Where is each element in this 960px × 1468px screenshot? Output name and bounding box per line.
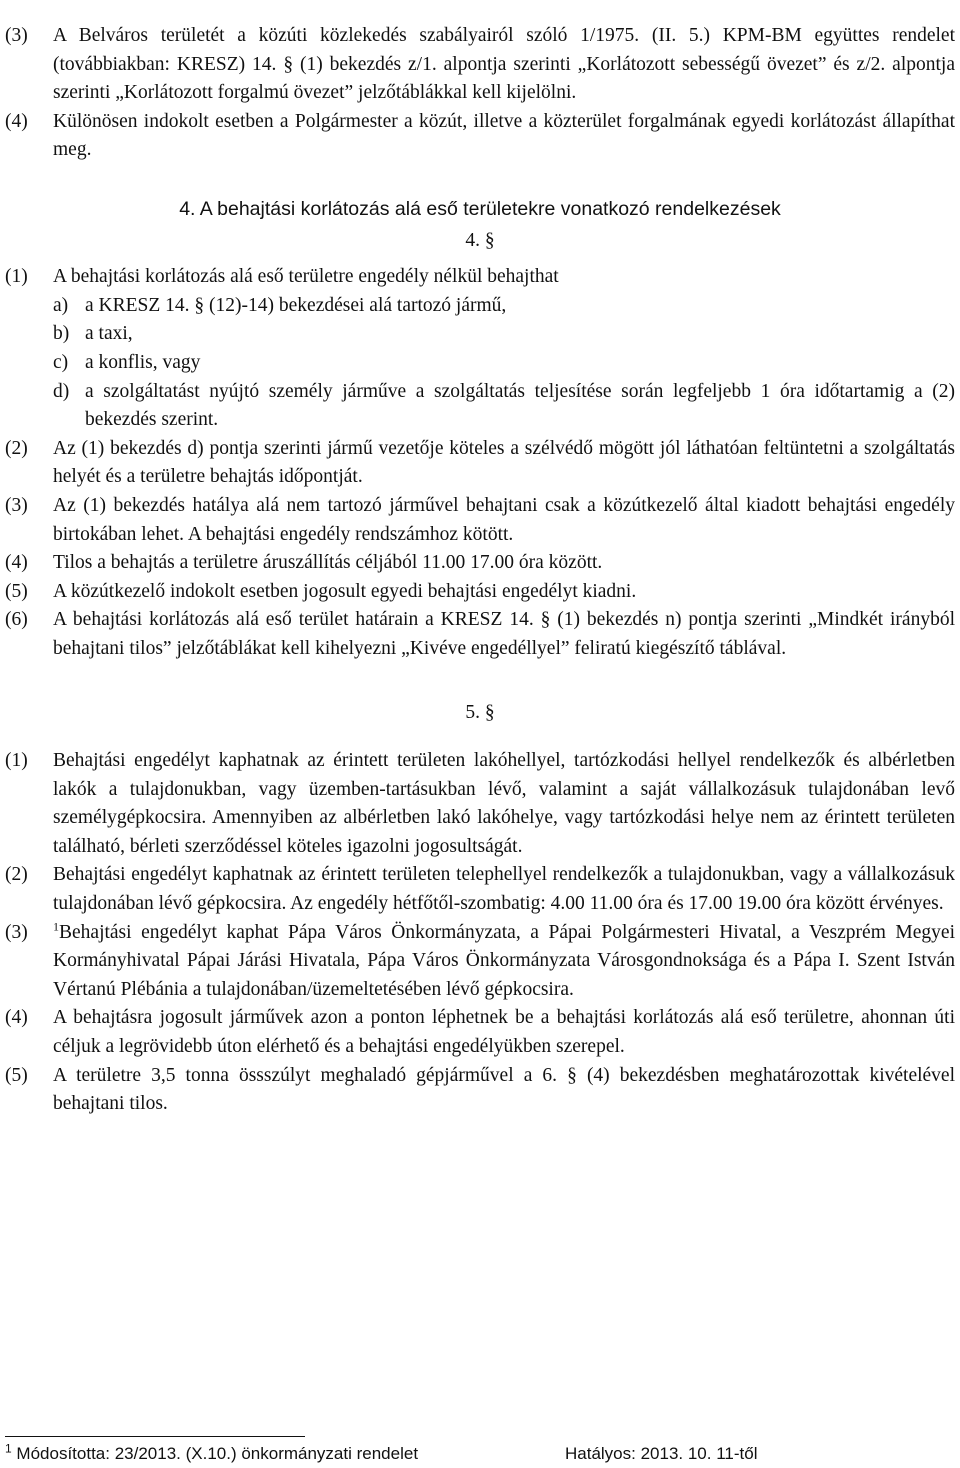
paragraph-text: A behajtási korlátozás alá eső terület határain a KRESZ 14. § (1) bekezdés n) pontja szerinti „Mindkét irányból behajtani tilos” jelzőtáblákat kell kihelyezni „Kivéve engedéllyel” feliratú kiegészítő táblával. xyxy=(53,609,955,659)
paragraph-5 xyxy=(5,578,955,607)
list-letter: c) xyxy=(53,351,69,373)
list-item-d xyxy=(5,378,955,435)
paragraph-1 xyxy=(5,263,955,292)
footnote-divider xyxy=(5,1436,305,1437)
paragraph-text: A területre 3,5 tonna össszúlyt meghaladó gépjárművel a 6. § (4) bekezdésben meghatározottak kivételével behajtani tilos. xyxy=(53,1064,955,1115)
paragraph-text: Behajtási engedélyt kaphatnak az érintett területen lakóhellyel, tartózkodási hellyel rendelkezők és albérletben lakók a tulajdonukban, vagy üzemben-tartásukban lévő, valamint a saját vállalkozásuk tulajdonában levő személygépkocsira. Amennyiben az albérletben lakó lakóhelye, vagy tartózkodási helye nem az érintett területen található, bérleti szerződéssel köteles igazolni jogosultságát. xyxy=(53,750,955,857)
paragraph-4 xyxy=(5,1004,955,1061)
paragraph-number: (3) xyxy=(5,494,28,516)
paragraph-5 xyxy=(5,1062,955,1119)
paragraph-number: (4) xyxy=(5,1007,28,1029)
list-letter: b) xyxy=(53,323,70,345)
chapter-title: 4. A behajtási korlátozás alá eső területekre vonatkozó rendelkezések xyxy=(179,197,781,220)
footnote xyxy=(5,1443,955,1465)
paragraph-text: A behajtási korlátozás alá eső területre engedély nélkül behajthat xyxy=(53,266,559,288)
paragraph-4 xyxy=(5,549,955,578)
list-text: a KRESZ 14. § (12)-14) bekezdései alá tartozó jármű, xyxy=(85,294,507,316)
paragraph-3 xyxy=(5,492,955,549)
paragraph-number: (3) xyxy=(5,25,28,46)
paragraph-text xyxy=(53,919,955,1005)
paragraph-text: Az (1) bekezdés d) pontja szerinti jármű vezetője köteles a szélvédő mögött jól láthatóan feltüntetni a szolgáltatás helyét és a területre behajtás időpontját. xyxy=(53,437,955,488)
paragraph-number: (5) xyxy=(5,580,28,602)
section-label: 4. § xyxy=(465,229,495,251)
list-item-b xyxy=(5,320,955,349)
paragraph-number: (3) xyxy=(5,921,28,943)
paragraph-number: (4) xyxy=(5,110,28,132)
list-letter: a) xyxy=(53,294,69,316)
footnote-marker[interactable]: 1 xyxy=(53,919,59,934)
paragraph-text: Az (1) bekezdés hatálya alá nem tartozó járművel behajtani csak a közútkezelő által kiadott behajtási engedély birtokában lehet. A behajtási engedély rendszámhoz kötött. xyxy=(53,494,955,545)
footnote-source xyxy=(5,1443,565,1465)
paragraph-text: A behajtásra jogosult járművek azon a ponton léphetnek be a behajtási korlátozás alá eső területre, ahonnan úti céljuk a legrövidebb úton elérhető és a behajtási engedélyükben szerepel. xyxy=(53,1007,955,1057)
paragraph-4 xyxy=(5,108,955,165)
section-label: 5. § xyxy=(465,702,495,724)
list-item-a xyxy=(5,292,955,321)
paragraph-number: (5) xyxy=(5,1064,28,1086)
paragraph-2 xyxy=(5,435,955,492)
list-item-c xyxy=(5,349,955,378)
footnote-effective-date: Hatályos: 2013. 10. 11-től xyxy=(565,1444,758,1463)
paragraph-1 xyxy=(5,747,955,861)
list-letter: d) xyxy=(53,380,70,402)
paragraph-number: (6) xyxy=(5,609,28,631)
list-text: a konflis, vagy xyxy=(85,351,201,373)
paragraph-number: (1) xyxy=(5,750,28,772)
paragraph-3 xyxy=(5,919,955,1005)
paragraph-number: (2) xyxy=(5,437,28,459)
paragraph-6 xyxy=(5,606,955,663)
paragraph-body: Behajtási engedélyt kaphat Pápa Város Önkormányzata, a Pápai Polgármesteri Hivatal, a Veszprém Megyei Kormányhivatal Pápai Járási Hivatala, Pápa Város Önkormányzata Városgondnoksága és a Pápa I. Szent István Vértanú Plébánia a tulajdonában/üzemeltetésében lévő gépkocsira. xyxy=(53,921,955,1000)
paragraph-text: A közútkezelő indokolt esetben jogosult egyedi behajtási engedélyt kiadni. xyxy=(53,580,637,602)
list-text: a taxi, xyxy=(85,323,133,345)
paragraph-text: Tilos a behajtás a területre áruszállítás céljából 11.00 17.00 óra között. xyxy=(53,552,603,574)
paragraph-number: (4) xyxy=(5,552,28,574)
paragraph-number: (1) xyxy=(5,266,28,288)
paragraph-text: A Belváros területét a közúti közlekedés szabályairól szóló 1/1975. (II. 5.) KPM-BM együttes rendelet (továbbiakban: KRESZ) 14. § (1) bekezdés z/1. alpontja szerinti „Korlátozott sebességű övezet” és z/2. alpontja szerinti „Korlátozott forgalmú övezet” jelzőtáblákkal kell kijelölni. xyxy=(53,25,955,104)
list-text: a szolgáltatást nyújtó személy járműve a szolgáltatás teljesítése során legfeljebb 1 óra időtartamig a (2) bekezdés szerint. xyxy=(85,380,955,431)
paragraph-text: Különösen indokolt esetben a Polgármester a közút, illetve a közterület forgalmának egyedi korlátozást állapíthat meg. xyxy=(53,110,955,161)
paragraph-3 xyxy=(5,22,955,108)
paragraph-number: (2) xyxy=(5,864,28,886)
paragraph-2 xyxy=(5,861,955,918)
footnote-text: Módosította: 23/2013. (X.10.) önkormányzati rendelet xyxy=(16,1444,419,1463)
paragraph-text: Behajtási engedélyt kaphatnak az érintett területen telephellyel rendelkezők a tulajdonukban, vagy a vállalkozásuk tulajdonában lévő gépkocsira. Az engedély hétfőtől-szombatig: 4.00 11.00 óra és 17.00 19.00 óra között érvényes. xyxy=(53,864,955,915)
footnote-number: 1 xyxy=(5,1441,12,1456)
document-page xyxy=(5,0,955,1119)
